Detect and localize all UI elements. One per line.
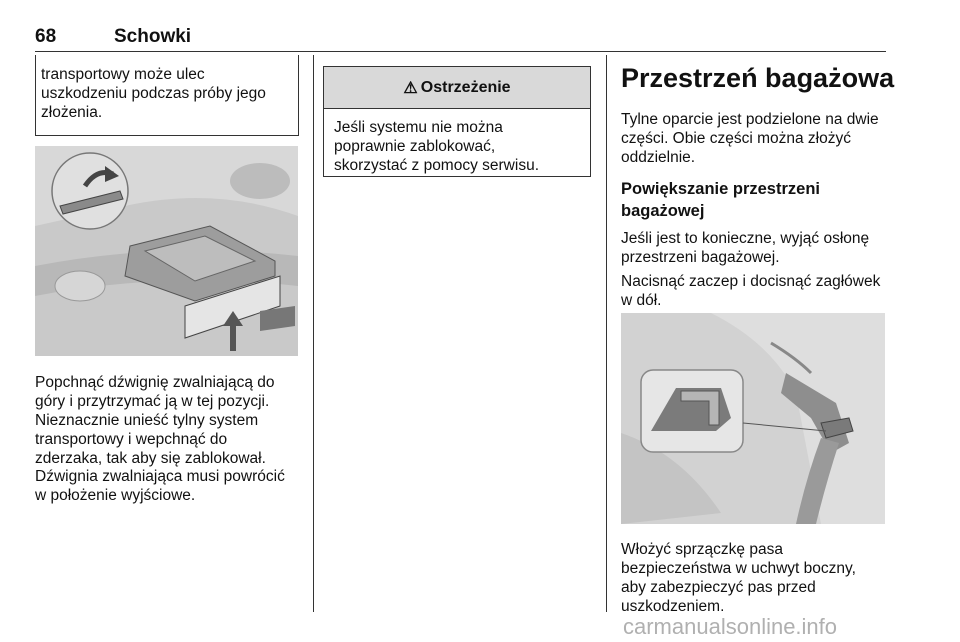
paragraph-line: przestrzeni bagażowej. — [621, 249, 780, 266]
note-text — [41, 65, 266, 122]
heading-line: bagażowej — [621, 202, 705, 220]
paragraph-line: Nieznacznie unieść tylny system — [35, 412, 259, 429]
paragraph-line: części. Obie części można złożyć — [621, 130, 851, 147]
paragraph-line: Włożyć sprzączkę pasa — [621, 541, 783, 558]
headrest-paragraph — [621, 272, 880, 310]
cover-paragraph — [621, 229, 869, 267]
tow-bar-illustration — [35, 146, 298, 356]
subsection-heading — [621, 178, 820, 222]
seat-belt-illustration — [621, 313, 885, 524]
warning-header — [324, 67, 590, 109]
paragraph-line: w dół. — [621, 292, 662, 309]
warning-text — [334, 118, 539, 175]
paragraph-line: Jeśli jest to konieczne, wyjąć osłonę — [621, 230, 870, 247]
buckle-paragraph — [621, 540, 856, 616]
warning-line: poprawnie zablokować, — [334, 138, 496, 155]
note-line: transportowy może ulec — [41, 66, 205, 83]
paragraph-line: zderzaka, tak aby się zablokował. — [35, 450, 266, 467]
warning-box — [323, 66, 591, 177]
instruction-paragraph — [35, 373, 275, 468]
paragraph-line: Tylne oparcie jest podzielone na dwie — [621, 111, 879, 128]
warning-line: skorzystać z pomocy serwisu. — [334, 157, 539, 174]
column-divider-left — [313, 55, 314, 612]
page-number: 68 — [35, 26, 57, 47]
release-lever-paragraph — [35, 467, 285, 505]
paragraph-line: uszkodzeniem. — [621, 598, 725, 615]
paragraph-line: bezpieczeństwa w uchwyt boczny, — [621, 560, 856, 577]
column-divider-right — [606, 55, 607, 612]
watermark: carmanualsonline.info — [623, 614, 838, 639]
paragraph-line: aby zabezpieczyć pas przed — [621, 579, 816, 596]
section-title: Przestrzeń bagażowa — [621, 63, 895, 93]
continued-note-box — [35, 55, 299, 136]
seat-belt-drawing — [621, 313, 885, 524]
paragraph-line: Dźwignia zwalniająca musi powrócić — [35, 468, 285, 485]
note-line: złożenia. — [41, 104, 103, 121]
warning-line: Jeśli systemu nie można — [334, 119, 503, 136]
warning-icon: ⚠ — [403, 79, 418, 97]
tow-bar-drawing — [35, 146, 298, 356]
intro-paragraph — [621, 110, 879, 167]
paragraph-line: w położenie wyjściowe. — [35, 487, 196, 504]
paragraph-line: transportowy i wepchnąć do — [35, 431, 228, 448]
page-header — [35, 26, 886, 52]
paragraph-line: Popchnąć dźwignię zwalniającą do — [35, 374, 275, 391]
warning-title: Ostrzeżenie — [420, 78, 511, 96]
paragraph-line: góry i przytrzymać ją w tej pozycji. — [35, 393, 270, 410]
chapter-title: Schowki — [114, 26, 192, 47]
heading-line: Powiększanie przestrzeni — [621, 180, 820, 198]
note-line: uszkodzeniu podczas próby jego — [41, 85, 266, 102]
paragraph-line: Nacisnąć zaczep i docisnąć zagłówek — [621, 273, 881, 290]
paragraph-line: oddzielnie. — [621, 149, 696, 166]
